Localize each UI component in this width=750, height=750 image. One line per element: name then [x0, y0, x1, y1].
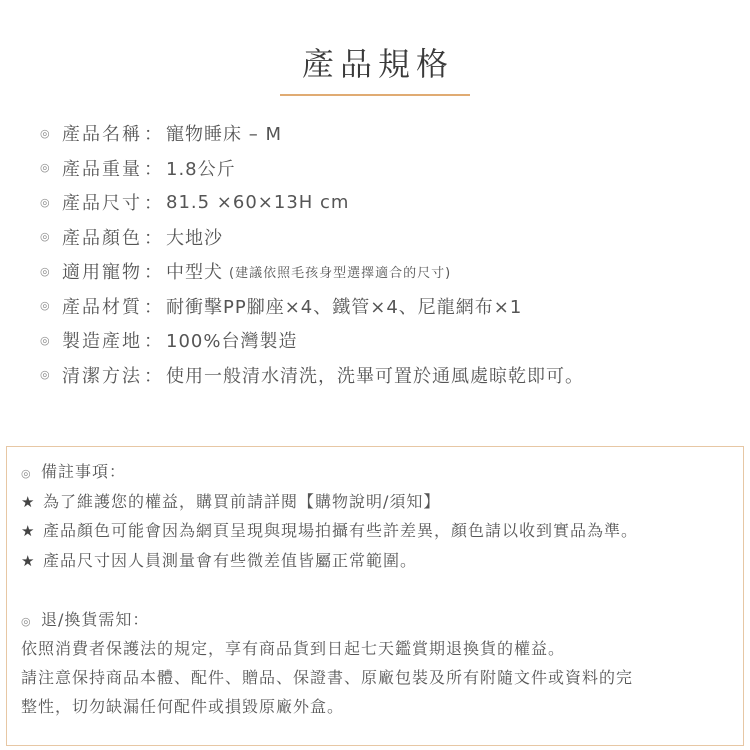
circle-bullet-icon: ◎ [40, 333, 50, 347]
spec-value: 耐衝擊PP腳座×4、鐵管×4、尼龍網布×1 [166, 296, 523, 318]
circle-bullet-icon: ◎ [40, 368, 50, 382]
spec-label: 產品材質 [62, 296, 142, 318]
spec-label: 產品尺寸 [62, 193, 142, 215]
notes-item [21, 516, 743, 546]
spec-colon: ： [144, 296, 162, 318]
spec-label: 清潔方法 [62, 365, 142, 387]
notes-heading-text: 備註事項： [41, 462, 127, 481]
star-icon: ★ [21, 551, 36, 570]
circle-bullet-icon: ◎ [40, 264, 50, 278]
circle-bullet-icon: ◎ [40, 230, 50, 244]
returns-line: 依照消費者保護法的規定，享有商品貨到日起七天鑑賞期退換貨的權益。 [21, 639, 566, 658]
spec-value: 100%台灣製造 [166, 331, 298, 353]
circle-bullet-icon: ◎ [21, 467, 32, 480]
spec-label: 適用寵物 [62, 262, 142, 284]
spec-value: 寵物睡床 – M [166, 124, 282, 146]
star-icon: ★ [21, 492, 36, 511]
spec-note: (建議依照毛孩身型選擇適合的尺寸) [229, 265, 452, 281]
circle-bullet-icon: ◎ [40, 126, 50, 140]
spec-row-color [40, 220, 730, 255]
notes-box [6, 446, 744, 746]
title-section [0, 40, 750, 96]
circle-bullet-icon: ◎ [21, 614, 32, 628]
spec-row-origin [40, 323, 730, 358]
circle-bullet-icon: ◎ [40, 161, 50, 175]
spec-colon: ： [144, 331, 162, 353]
spec-value: 81.5 ×60×13H cm [166, 191, 350, 213]
returns-heading-text: 退/換貨需知： [41, 609, 150, 629]
spec-colon: ： [144, 193, 162, 215]
returns-line: 請注意保持商品本體、配件、贈品、保證書、原廠包裝及所有附隨文件或資料的完 [21, 668, 634, 687]
notes-item-text: 為了維護您的權益，購買前請詳閱【購物說明/須知】 [43, 491, 441, 511]
spec-row-material [40, 289, 730, 324]
spec-row-name [40, 116, 730, 151]
notes-spacer [21, 575, 743, 605]
spec-row-size [40, 185, 730, 220]
circle-bullet-icon: ◎ [40, 195, 50, 209]
spec-label: 產品名稱 [62, 124, 142, 146]
star-icon: ★ [21, 522, 36, 540]
spec-colon: ： [144, 158, 162, 180]
spec-list [40, 116, 730, 392]
notes-item [21, 546, 743, 576]
spec-row-pet-type [40, 254, 730, 289]
spec-label: 製造產地 [62, 331, 142, 353]
spec-label: 產品顏色 [62, 227, 142, 249]
spec-value: 中型犬 [166, 262, 223, 284]
notes-item-text: 產品尺寸因人員測量會有些微差值皆屬正常範圍。 [43, 550, 418, 570]
spec-colon: ： [144, 124, 162, 146]
notes-item-text: 產品顏色可能會因為網頁呈現與現場拍攝有些許差異，顏色請以收到實品為準。 [43, 521, 639, 540]
spec-colon: ： [144, 365, 162, 387]
returns-heading [21, 605, 743, 635]
spec-row-weight [40, 151, 730, 186]
spec-value: 使用一般清水清洗，洗畢可置於通風處晾乾即可。 [166, 365, 584, 387]
page-title: 產品規格 [280, 40, 470, 96]
spec-colon: ： [144, 227, 162, 249]
notes-item [21, 487, 743, 517]
spec-row-cleaning [40, 358, 730, 393]
spec-colon: ： [144, 262, 162, 284]
circle-bullet-icon: ◎ [40, 299, 50, 313]
notes-heading [21, 457, 743, 487]
spec-label: 產品重量 [62, 158, 142, 180]
returns-line: 整性，切勿缺漏任何配件或損毀原廠外盒。 [21, 697, 345, 716]
spec-value: 大地沙 [166, 227, 223, 249]
spec-value: 1.8公斤 [166, 158, 236, 180]
